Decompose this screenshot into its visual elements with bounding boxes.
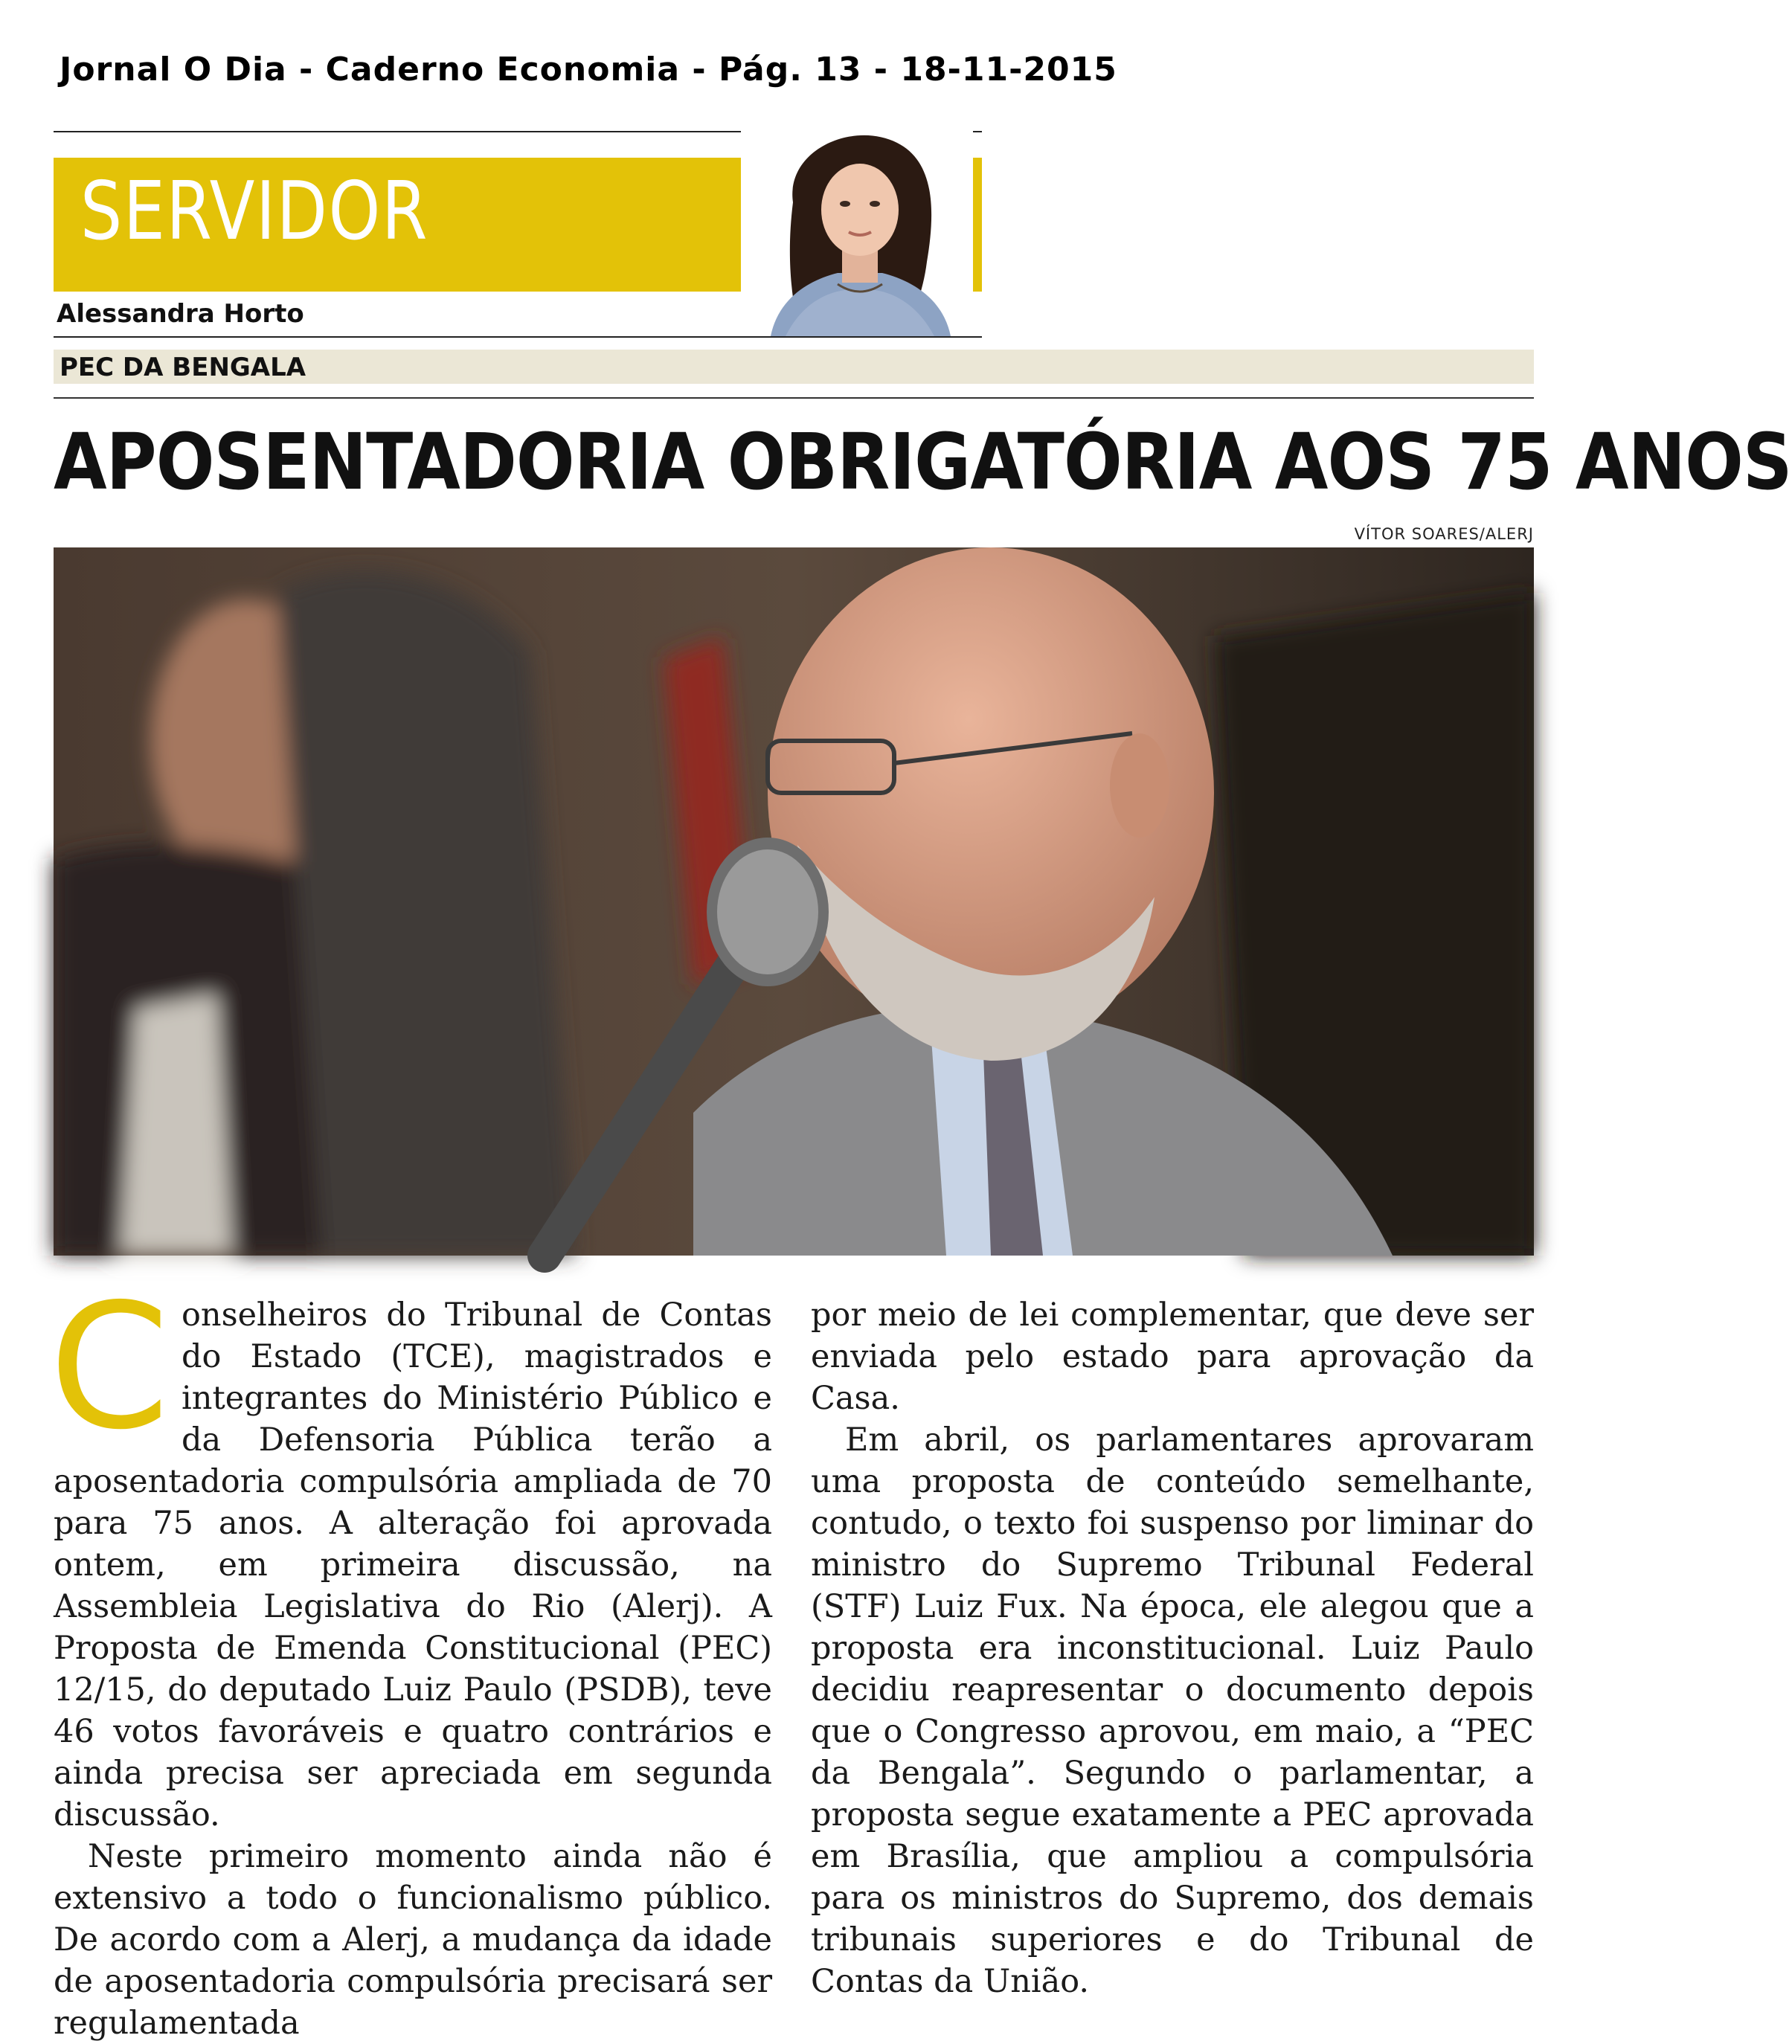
lead-text: onselheiros do Tribunal de Contas do Estado (TCE), magistrados e integrantes do Ministério Público e da Defensoria Pública terão a aposentadoria compulsória ampliada de 70 para 75 anos. A alteração foi aprovada ontem, em primeira discussão, na Assembleia Legislativa do Rio (Alerj). A Proposta de Emenda Constitucional (PEC) 12/15, do deputado Luiz Paulo (PSDB), teve 46 votos favoráveis e quatro contrários e ainda precisa ser apreciada em segunda discussão. [54,1296,772,1834]
article-paragraph: Em abril, os parlamentares aprovaram uma proposta de conteúdo semelhante, contudo, o texto foi suspenso por liminar do ministro do Supremo Tribunal Federal (STF) Luiz Fux. Na época, ele alegou que a proposta era inconstitucional. Luiz Paulo decidiu reapresentar o documento depois que o Congresso aprovou, em maio, a “PEC da Bengala”. Segundo o parlamentar, a proposta segue exatamente a PEC aprovada em Brasília, que ampliou a compulsória para os ministros do Supremo, dos demais tribunais superiores e do Tribunal de Contas da União. [811,1421,1534,2000]
article-paragraph: Neste primeiro momento ainda não é extensivo a todo o funcionalismo público. De acordo com a Alerj, a mudança da idade de aposentadoria compulsória precisará ser regulamentada [54,1838,772,2042]
article-photo-image [54,547,1534,1256]
photo-credit: VÍTOR SOARES/ALERJ [1354,525,1534,543]
article-lead-paragraph [49,1267,772,1836]
columnist-portrait-image [741,120,973,336]
drop-cap: C [49,1267,170,1468]
divider [54,397,1534,399]
article-column-right [811,1294,1534,2002]
columnist-portrait [741,120,973,336]
article-headline: APOSENTADORIA OBRIGATÓRIA AOS 75 ANOS [54,417,1792,507]
section-title: SERVIDOR [80,165,429,258]
article-kicker: PEC DA BENGALA [60,353,306,382]
divider [54,336,982,338]
article-column-left [49,1267,772,2044]
article-paragraph-continued: por meio de lei complementar, que deve ser enviada pelo estado para aprovação da Casa. [811,1296,1534,1417]
article-photo [54,547,1534,1256]
publication-source-line: Jornal O Dia - Caderno Economia - Pág. 13 - 18-11-2015 [60,51,1117,89]
columnist-name: Alessandra Horto [57,299,304,329]
